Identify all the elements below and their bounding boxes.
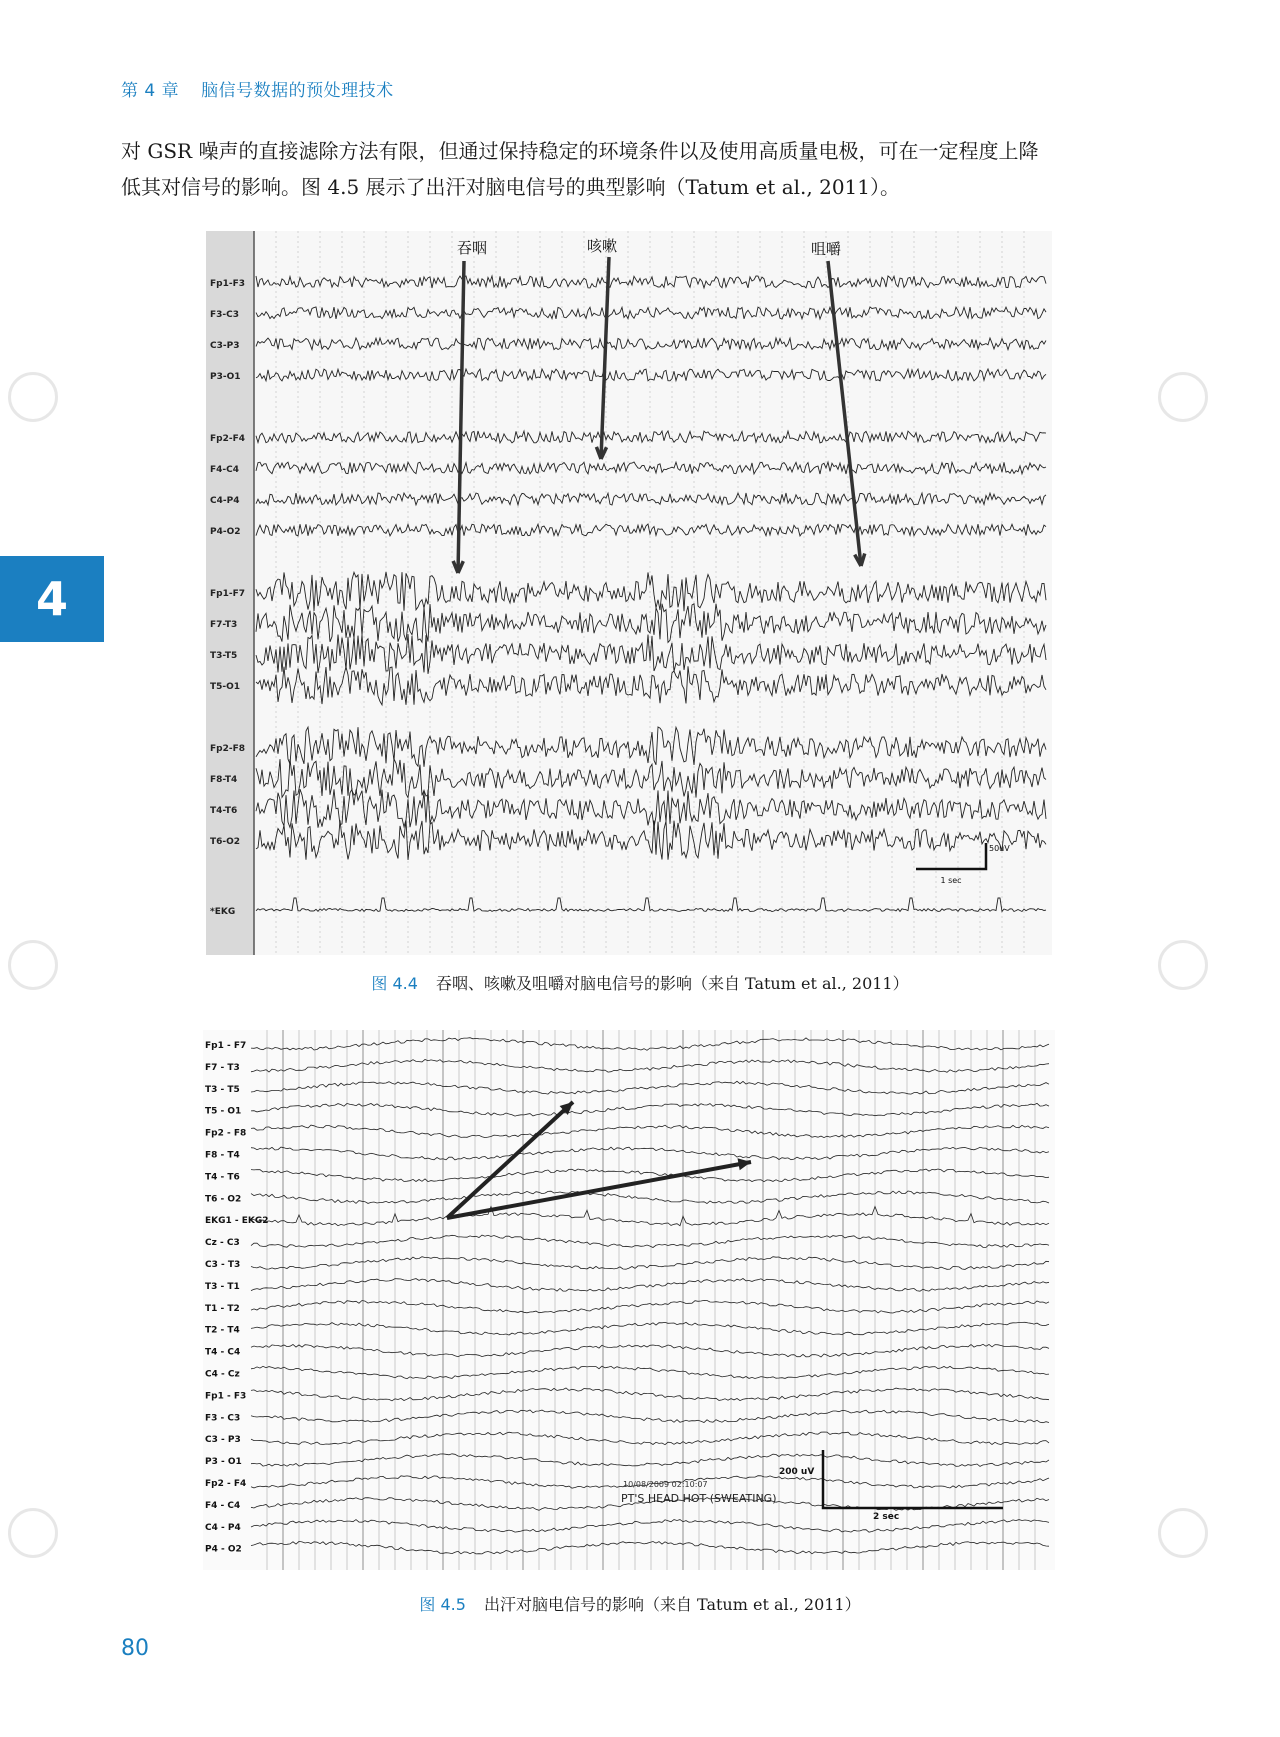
channel-label: F4 - C4: [205, 1500, 241, 1511]
channel-label: T4 - T6: [205, 1172, 240, 1183]
watermark-logo-icon: [1158, 940, 1208, 990]
running-head-chapter: 第 4 章: [121, 81, 180, 101]
channel-label: T3 - T5: [205, 1084, 240, 1095]
channel-label: C4 - Cz: [205, 1369, 240, 1380]
channel-label: P3 - O1: [205, 1457, 242, 1468]
channel-label: T2 - T4: [205, 1325, 240, 1336]
channel-label: C4-P4: [210, 496, 240, 506]
figure-4-5-caption-text: 出汗对脑电信号的影响（来自 Tatum et al., 2011）: [483, 1595, 861, 1614]
channel-label: T6 - O2: [205, 1194, 242, 1205]
watermark-logo-icon: [1158, 372, 1208, 422]
channel-label: Fp1 - F3: [205, 1391, 247, 1402]
annotation-label: 咳嗽: [586, 237, 618, 255]
annotation-label: 咀嚼: [810, 240, 842, 258]
page-number: 80: [121, 1636, 149, 1661]
channel-label: EKG1 - EKG2: [205, 1216, 269, 1227]
figure-4-5-caption-number: 图 4.5: [419, 1595, 466, 1614]
channel-label: T5 - O1: [205, 1106, 242, 1117]
body-paragraph: [121, 133, 1141, 205]
channel-label: Fp2 - F4: [205, 1479, 247, 1489]
figure-4-4: [206, 231, 1052, 955]
annotation-note: PT'S HEAD HOT (SWEATING): [621, 1492, 777, 1505]
channel-label: P4 - O2: [205, 1544, 242, 1555]
channel-label: F7-T3: [210, 620, 238, 630]
figure-4-4-caption: [0, 971, 1280, 994]
scale-amp-label: 200 uV: [779, 1467, 815, 1477]
channel-label: F3 - C3: [205, 1413, 241, 1424]
channel-label: F4-C4: [210, 465, 240, 475]
channel-label: T4-T6: [210, 806, 238, 816]
channel-label: Fp1-F7: [210, 589, 245, 599]
figure-4-4-caption-text: 吞咽、咳嗽及咀嚼对脑电信号的影响（来自 Tatum et al., 2011）: [435, 974, 909, 993]
scale-time-label: 1 sec: [940, 876, 962, 885]
channel-label: F8 - T4: [205, 1150, 240, 1161]
running-head: [121, 76, 394, 101]
annotation-label: 吞咽: [456, 239, 488, 257]
watermark-logo-icon: [8, 1508, 58, 1558]
channel-label: C4 - P4: [205, 1522, 241, 1533]
channel-label: C3 - P3: [205, 1435, 241, 1446]
scale-amp-label: 50uV: [989, 844, 1010, 853]
chapter-tab: 4: [0, 556, 104, 642]
body-line-2: 低其对信号的影响。图 4.5 展示了出汗对脑电信号的典型影响（Tatum et al., 2011）。: [121, 175, 900, 199]
channel-label: T3-T5: [210, 651, 238, 661]
channel-label: Cz - C3: [205, 1238, 240, 1249]
channel-label: T5-O1: [210, 682, 241, 692]
figure-4-5-caption: [0, 1592, 1280, 1615]
running-head-title: 脑信号数据的预处理技术: [201, 81, 394, 101]
channel-label: P3-O1: [210, 372, 241, 382]
channel-label: T6-O2: [210, 837, 241, 847]
figure-4-5: [203, 1030, 1055, 1570]
body-line-1: 对 GSR 噪声的直接滤除方法有限，但通过保持稳定的环境条件以及使用高质量电极，可在一定程度上降: [121, 139, 1039, 163]
channel-label: F7 - T3: [205, 1062, 240, 1073]
figure-4-5-eeg-plot: [203, 1030, 1055, 1570]
figure-4-4-eeg-plot: [206, 231, 1052, 955]
channel-label: P4-O2: [210, 527, 241, 537]
channel-label: Fp2-F4: [210, 434, 245, 444]
watermark-logo-icon: [8, 940, 58, 990]
channel-label: Fp1-F3: [210, 279, 245, 289]
watermark-logo-icon: [8, 372, 58, 422]
channel-label: *EKG: [210, 907, 236, 917]
channel-label: T3 - T1: [205, 1281, 240, 1292]
channel-label: T4 - C4: [205, 1347, 241, 1358]
channel-label: F8-T4: [210, 775, 238, 785]
channel-label: C3-P3: [210, 341, 240, 351]
channel-label: Fp2 - F8: [205, 1128, 247, 1139]
channel-label: Fp1 - F7: [205, 1041, 247, 1051]
watermark-logo-icon: [1158, 1508, 1208, 1558]
figure-4-4-caption-number: 图 4.4: [371, 974, 418, 993]
channel-label: C3 - T3: [205, 1260, 241, 1270]
channel-label: F3-C3: [210, 310, 240, 320]
annotation-timestamp: 10/08/2009 02:10:07: [623, 1480, 708, 1489]
channel-label: Fp2-F8: [210, 744, 245, 754]
channel-label: T1 - T2: [205, 1303, 240, 1314]
scale-time-label: 2 sec: [873, 1512, 900, 1522]
